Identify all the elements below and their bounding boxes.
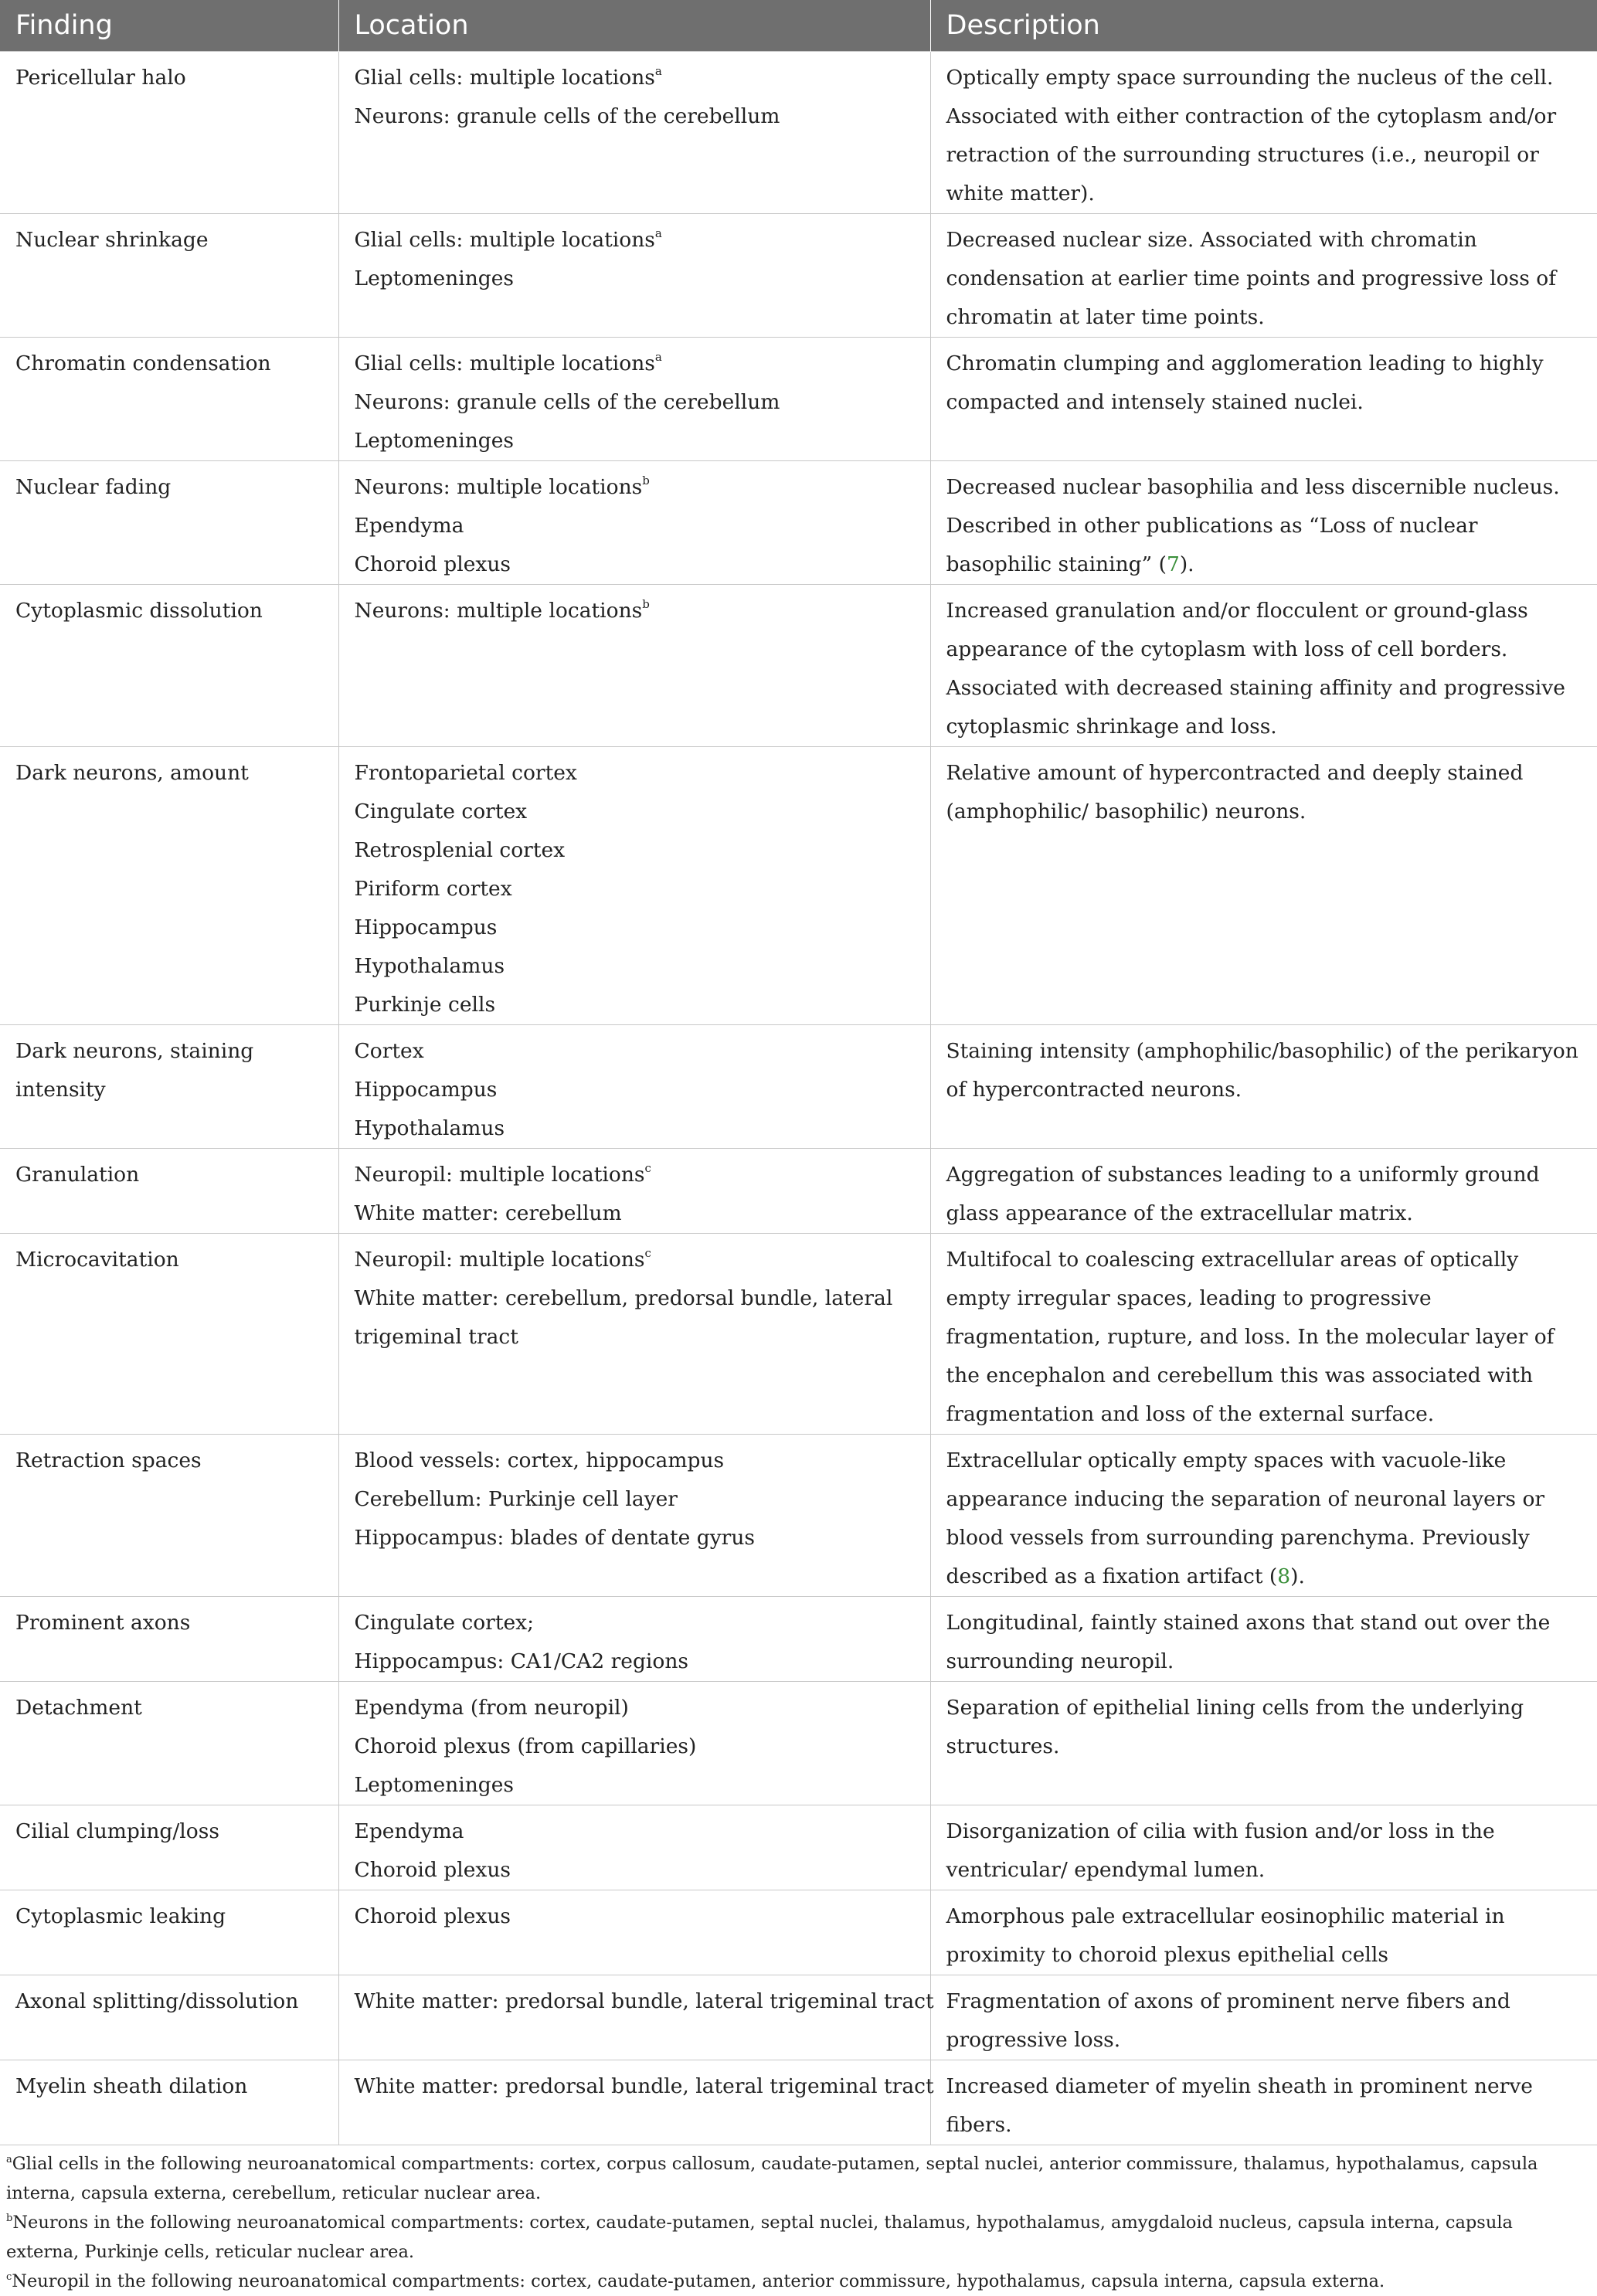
reference-link[interactable]: 7: [1166, 552, 1180, 576]
location-cell: [338, 214, 930, 338]
location-line: [355, 1766, 915, 1805]
finding-cell: Cytoplasmic leaking: [0, 1890, 338, 1975]
footnote-marker: c: [644, 1161, 651, 1176]
location-line: [355, 221, 915, 260]
location-text: Choroid plexus: [354, 1858, 511, 1882]
location-text: Cingulate cortex: [354, 800, 528, 824]
location-line: [355, 468, 915, 507]
location-line: [355, 345, 915, 383]
location-cell: [338, 1890, 930, 1975]
location-text: Glial cells: multiple locations: [354, 66, 655, 90]
location-line: [355, 793, 915, 831]
description-cell: [930, 1025, 1597, 1149]
location-text: Neuropil: multiple locations: [354, 1248, 645, 1272]
description-text: Separation of epithelial lining cells from the underlying structures.: [946, 1696, 1524, 1758]
table-row: [0, 1975, 1597, 2060]
location-text: Neurons: multiple locations: [354, 475, 643, 499]
footnote-mark: b: [6, 2212, 13, 2224]
table-row: [0, 585, 1597, 747]
footnote-mark: c: [6, 2271, 12, 2283]
table-row: [0, 1682, 1597, 1805]
location-cell: [338, 1234, 930, 1435]
location-text: White matter: cerebellum, predorsal bundle, lateral trigeminal tract: [354, 1286, 893, 1349]
location-text: White matter: predorsal bundle, lateral trigeminal tract: [354, 1989, 934, 2013]
location-text: Ependyma: [354, 514, 464, 538]
table-row: [0, 1597, 1597, 1682]
location-text: Glial cells: multiple locations: [354, 228, 655, 252]
footnote-text: Neurons in the following neuroanatomical compartments: cortex, caudate-putamen, septal nuclei, thalamus, hypothalamus, amygdaloid nucleus, capsula interna, capsula externa, Purkinje cells, reticular nuclear area.: [6, 2213, 1513, 2262]
location-text: Frontoparietal cortex: [354, 761, 577, 785]
table-row: [0, 1805, 1597, 1890]
table-row: [0, 1025, 1597, 1149]
footnote: [6, 2208, 1591, 2267]
location-text: Retrosplenial cortex: [354, 838, 566, 862]
location-text: Neurons: granule cells of the cerebellum: [354, 390, 780, 414]
footnote-marker: a: [654, 350, 662, 365]
description-cell: [930, 2060, 1597, 2145]
table-row: [0, 1149, 1597, 1234]
table-row: [0, 1890, 1597, 1975]
description-text: Aggregation of substances leading to a uniformly ground glass appearance of the extracellular matrix.: [946, 1163, 1540, 1225]
location-text: Leptomeninges: [354, 429, 515, 453]
finding-cell: Myelin sheath dilation: [0, 2060, 338, 2145]
footnote-marker: a: [654, 64, 662, 79]
description-text: Optically empty space surrounding the nucleus of the cell. Associated with either contraction of the cytoplasm and/or retraction of the surrounding structures (i.e., neuropil or white matter).: [946, 66, 1557, 205]
description-cell: [930, 1890, 1597, 1975]
location-line: [355, 754, 915, 793]
table-row: [0, 338, 1597, 461]
location-text: Neuropil: multiple locations: [354, 1163, 645, 1187]
location-cell: [338, 585, 930, 747]
footnote-marker: b: [642, 474, 650, 488]
location-cell: [338, 1435, 930, 1597]
finding-cell: Granulation: [0, 1149, 338, 1234]
location-line: [355, 1442, 915, 1480]
footnote-mark: a: [6, 2153, 12, 2165]
table-row: [0, 2060, 1597, 2145]
description-text: Amorphous pale extracellular eosinophilic material in proximity to choroid plexus epithelial cells: [946, 1904, 1505, 1967]
description-text: Disorganization of cilia with fusion and/or loss in the ventricular/ ependymal lumen.: [946, 1819, 1495, 1882]
location-cell: [338, 338, 930, 461]
location-line: [355, 1812, 915, 1851]
description-text: Increased granulation and/or flocculent or ground-glass appearance of the cytoplasm with loss of cell borders. Associated with decreased staining affinity and progressive cytoplasmic shrinkage and loss.: [946, 599, 1565, 739]
location-text: Choroid plexus: [354, 552, 511, 576]
table-row: [0, 461, 1597, 585]
location-line: [355, 1851, 915, 1890]
table-row: [0, 1435, 1597, 1597]
description-text: Extracellular optically empty spaces with vacuole-like appearance inducing the separation of neuronal layers or blood vessels from surrounding parenchyma. Previously described as a fixation artifact (: [946, 1449, 1545, 1588]
location-line: [355, 1279, 915, 1357]
location-text: Cortex: [354, 1039, 424, 1063]
location-line: [355, 592, 915, 630]
footnote-text: Neuropil in the following neuroanatomical compartments: cortex, caudate-putamen, anterior commissure, hypothalamus, capsula interna, capsula externa.: [12, 2271, 1385, 2291]
finding-cell: Retraction spaces: [0, 1435, 338, 1597]
location-line: [355, 507, 915, 545]
description-cell: [930, 1597, 1597, 1682]
location-text: Leptomeninges: [354, 1773, 515, 1797]
reference-link[interactable]: 8: [1277, 1564, 1291, 1588]
location-cell: [338, 2060, 934, 2145]
finding-cell: Nuclear shrinkage: [0, 214, 338, 338]
location-line: [355, 986, 915, 1024]
table-row: [0, 52, 1597, 214]
description-cell: [930, 1682, 1597, 1805]
description-text-end: ).: [1179, 552, 1194, 576]
location-line: [355, 870, 915, 909]
description-cell: [930, 1435, 1597, 1597]
location-text: Neurons: granule cells of the cerebellum: [354, 104, 780, 128]
footnote-marker: b: [642, 597, 650, 612]
location-line: [355, 1642, 915, 1681]
location-text: Ependyma: [354, 1819, 464, 1843]
location-cell: [338, 1597, 930, 1682]
description-cell: [930, 1234, 1597, 1435]
location-line: [355, 1519, 915, 1557]
location-text: White matter: cerebellum: [354, 1201, 622, 1225]
location-text: Cerebellum: Purkinje cell layer: [354, 1487, 678, 1511]
footnote: [6, 2149, 1591, 2208]
location-cell: [338, 1805, 930, 1890]
location-text: Choroid plexus (from capillaries): [354, 1734, 697, 1758]
location-text: Purkinje cells: [354, 993, 496, 1017]
header-row: [0, 0, 1597, 52]
finding-cell: Nuclear fading: [0, 461, 338, 585]
footnote-marker: c: [644, 1246, 651, 1261]
location-line: [354, 2067, 934, 2106]
location-line: [355, 1156, 915, 1194]
location-line: [355, 1194, 915, 1233]
location-line: [355, 1109, 915, 1148]
location-line: [355, 1727, 915, 1766]
finding-cell: Cytoplasmic dissolution: [0, 585, 338, 747]
table-row: [0, 214, 1597, 338]
footnote: [6, 2267, 1591, 2296]
location-cell: [338, 1975, 934, 2060]
finding-cell: Pericellular halo: [0, 52, 338, 214]
header-description: Description: [930, 0, 1597, 52]
footnote-marker: a: [654, 226, 662, 241]
location-cell: [338, 1025, 930, 1149]
location-cell: [338, 1149, 930, 1234]
description-text: Decreased nuclear basophilia and less discernible nucleus. Described in other publications as “Loss of nuclear basophilic staining” (: [946, 475, 1560, 576]
header-finding: Finding: [0, 0, 338, 52]
description-text: Fragmentation of axons of prominent nerve fibers and progressive loss.: [946, 1989, 1510, 2052]
location-text: Hippocampus: blades of dentate gyrus: [354, 1526, 755, 1550]
description-cell: [930, 1805, 1597, 1890]
location-line: [355, 947, 915, 986]
description-cell: [930, 338, 1597, 461]
finding-cell: Dark neurons, amount: [0, 747, 338, 1025]
table-body: [0, 52, 1597, 2145]
finding-cell: Dark neurons, staining intensity: [0, 1025, 338, 1149]
location-text: Hippocampus: CA1/CA2 regions: [354, 1649, 689, 1673]
location-line: [355, 1241, 915, 1279]
table-row: [0, 747, 1597, 1025]
description-cell: [930, 214, 1597, 338]
description-text: Multifocal to coalescing extracellular areas of optically empty irregular spaces, leading to progressive fragmentation, rupture, and loss. In the molecular layer of the encephalon and cerebellum this was associated with fragmentation and loss of the external surface.: [946, 1248, 1555, 1426]
table-row: [0, 1234, 1597, 1435]
location-line: [355, 260, 915, 298]
description-cell: [930, 747, 1597, 1025]
footnotes: [0, 2145, 1597, 2296]
description-cell: [930, 461, 1597, 585]
location-cell: [338, 461, 930, 585]
description-text: Increased diameter of myelin sheath in prominent nerve fibers.: [946, 2074, 1533, 2137]
location-text: Piriform cortex: [354, 877, 512, 901]
description-cell: [930, 1975, 1597, 2060]
location-cell: [338, 747, 930, 1025]
location-line: [355, 422, 915, 460]
finding-cell: Chromatin condensation: [0, 338, 338, 461]
location-line: [355, 59, 915, 97]
header-location: Location: [338, 0, 930, 52]
location-line: [355, 831, 915, 870]
description-cell: [930, 52, 1597, 214]
description-cell: [930, 1149, 1597, 1234]
finding-cell: Cilial clumping/loss: [0, 1805, 338, 1890]
finding-cell: Microcavitation: [0, 1234, 338, 1435]
location-text: Ependyma (from neuropil): [354, 1696, 629, 1720]
location-line: [355, 1480, 915, 1519]
description-text: Relative amount of hypercontracted and deeply stained (amphophilic/ basophilic) neurons.: [946, 761, 1524, 824]
location-line: [355, 97, 915, 136]
location-text: Blood vessels: cortex, hippocampus: [354, 1449, 725, 1472]
location-line: [355, 383, 915, 422]
location-text: Glial cells: multiple locations: [354, 352, 655, 375]
description-cell: [930, 585, 1597, 747]
location-line: [355, 1897, 915, 1936]
location-line: [354, 1982, 934, 2021]
finding-cell: Prominent axons: [0, 1597, 338, 1682]
location-line: [355, 1032, 915, 1071]
location-line: [355, 1689, 915, 1727]
location-line: [355, 1071, 915, 1109]
location-text: White matter: predorsal bundle, lateral trigeminal tract: [354, 2074, 934, 2098]
location-cell: [338, 1682, 930, 1805]
description-text: Decreased nuclear size. Associated with chromatin condensation at earlier time points and progressive loss of chromatin at later time points.: [946, 228, 1557, 329]
description-text: Staining intensity (amphophilic/basophilic) of the perikaryon of hypercontracted neurons.: [946, 1039, 1578, 1102]
location-text: Hypothalamus: [354, 1116, 505, 1140]
description-text: Longitudinal, faintly stained axons that stand out over the surrounding neuropil.: [946, 1611, 1551, 1673]
location-text: Hypothalamus: [354, 954, 505, 978]
description-text-end: ).: [1290, 1564, 1305, 1588]
location-text: Choroid plexus: [354, 1904, 511, 1928]
finding-cell: Axonal splitting/dissolution: [0, 1975, 338, 2060]
location-text: Leptomeninges: [354, 267, 515, 290]
footnote-text: Glial cells in the following neuroanatomical compartments: cortex, corpus callosum, caudate-putamen, septal nuclei, anterior commissure, thalamus, hypothalamus, capsula interna, capsula externa, cerebellum, reticular nuclear area.: [6, 2154, 1538, 2203]
finding-cell: Detachment: [0, 1682, 338, 1805]
location-cell: [338, 52, 930, 214]
location-text: Neurons: multiple locations: [354, 599, 643, 623]
location-line: [355, 1604, 915, 1642]
location-text: Hippocampus: [354, 1078, 498, 1102]
location-text: Hippocampus: [354, 915, 498, 939]
location-line: [355, 909, 915, 947]
location-text: Cingulate cortex;: [354, 1611, 535, 1635]
location-line: [355, 545, 915, 584]
description-text: Chromatin clumping and agglomeration leading to highly compacted and intensely stained nuclei.: [946, 352, 1544, 414]
